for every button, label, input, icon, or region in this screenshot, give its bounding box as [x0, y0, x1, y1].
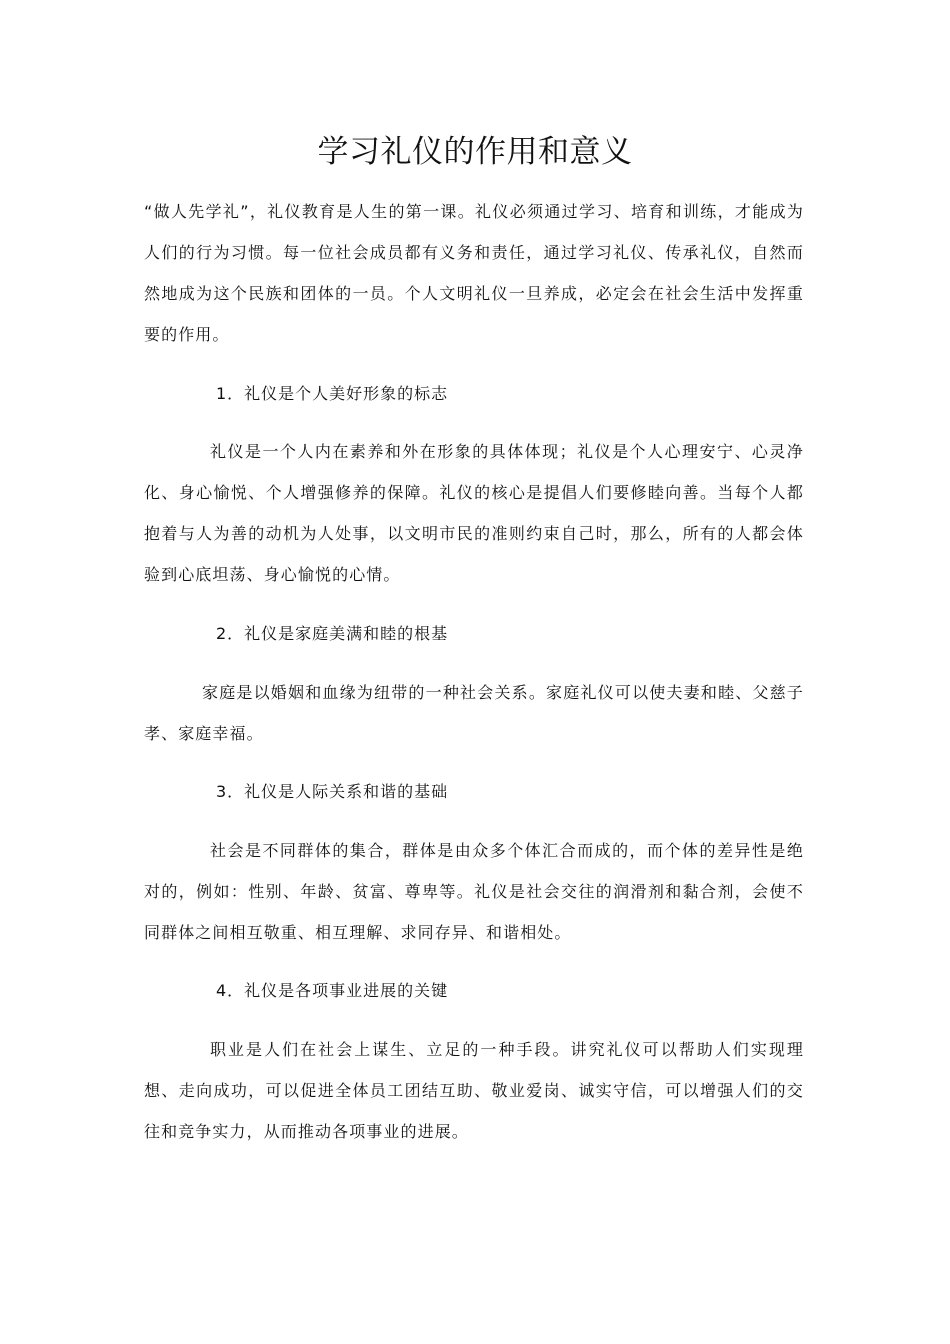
section-4-body: 职业是人们在社会上谋生、立足的一种手段。讲究礼仪可以帮助人们实现理想、走向成功，可以促进全体员工团结互助、敬业爱岗、诚实守信，可以增强人们的交往和竞争实力，从而推动各项事业的进展。 [144, 1040, 804, 1141]
section-1-body: 礼仪是一个人内在素养和外在形象的具体体现；礼仪是个人心理安宁、心灵净化、身心愉悦、个人增强修养的保障。礼仪的核心是提倡人们要修睦向善。当每个人都抱着与人为善的动机为人处事，以文明市民的准则约束自己时，那么，所有的人都会体验到心底坦荡、身心愉悦的心情。 [144, 442, 804, 584]
section-1-heading: 1．礼仪是个人美好形象的标志 [216, 384, 449, 403]
intro-paragraph: “做人先学礼”，礼仪教育是人生的第一课。礼仪必须通过学习、培育和训练，才能成为人们的行为习惯。每一位社会成员都有义务和责任，通过学习礼仪、传承礼仪，自然而然地成为这个民族和团体的一员。个人文明礼仪一旦养成，必定会在社会生活中发挥重要的作用。 [144, 202, 804, 344]
section-3-body: 社会是不同群体的集合，群体是由众多个体汇合而成的，而个体的差异性是绝对的，例如：性别、年龄、贫富、尊卑等。礼仪是社会交往的润滑剂和黏合剂，会使不同群体之间相互敬重、相互理解、求同存异、和谐相处。 [144, 841, 804, 942]
section-3-heading: 3．礼仪是人际关系和谐的基础 [216, 782, 449, 801]
section-4-heading: 4．礼仪是各项事业进展的关键 [216, 981, 449, 1000]
section-2-body: 家庭是以婚姻和血缘为纽带的一种社会关系。家庭礼仪可以使夫妻和睦、父慈子孝、家庭幸福。 [144, 683, 804, 743]
section-2-heading: 2．礼仪是家庭美满和睦的根基 [216, 624, 449, 643]
document-title: 学习礼仪的作用和意义 [317, 134, 633, 170]
